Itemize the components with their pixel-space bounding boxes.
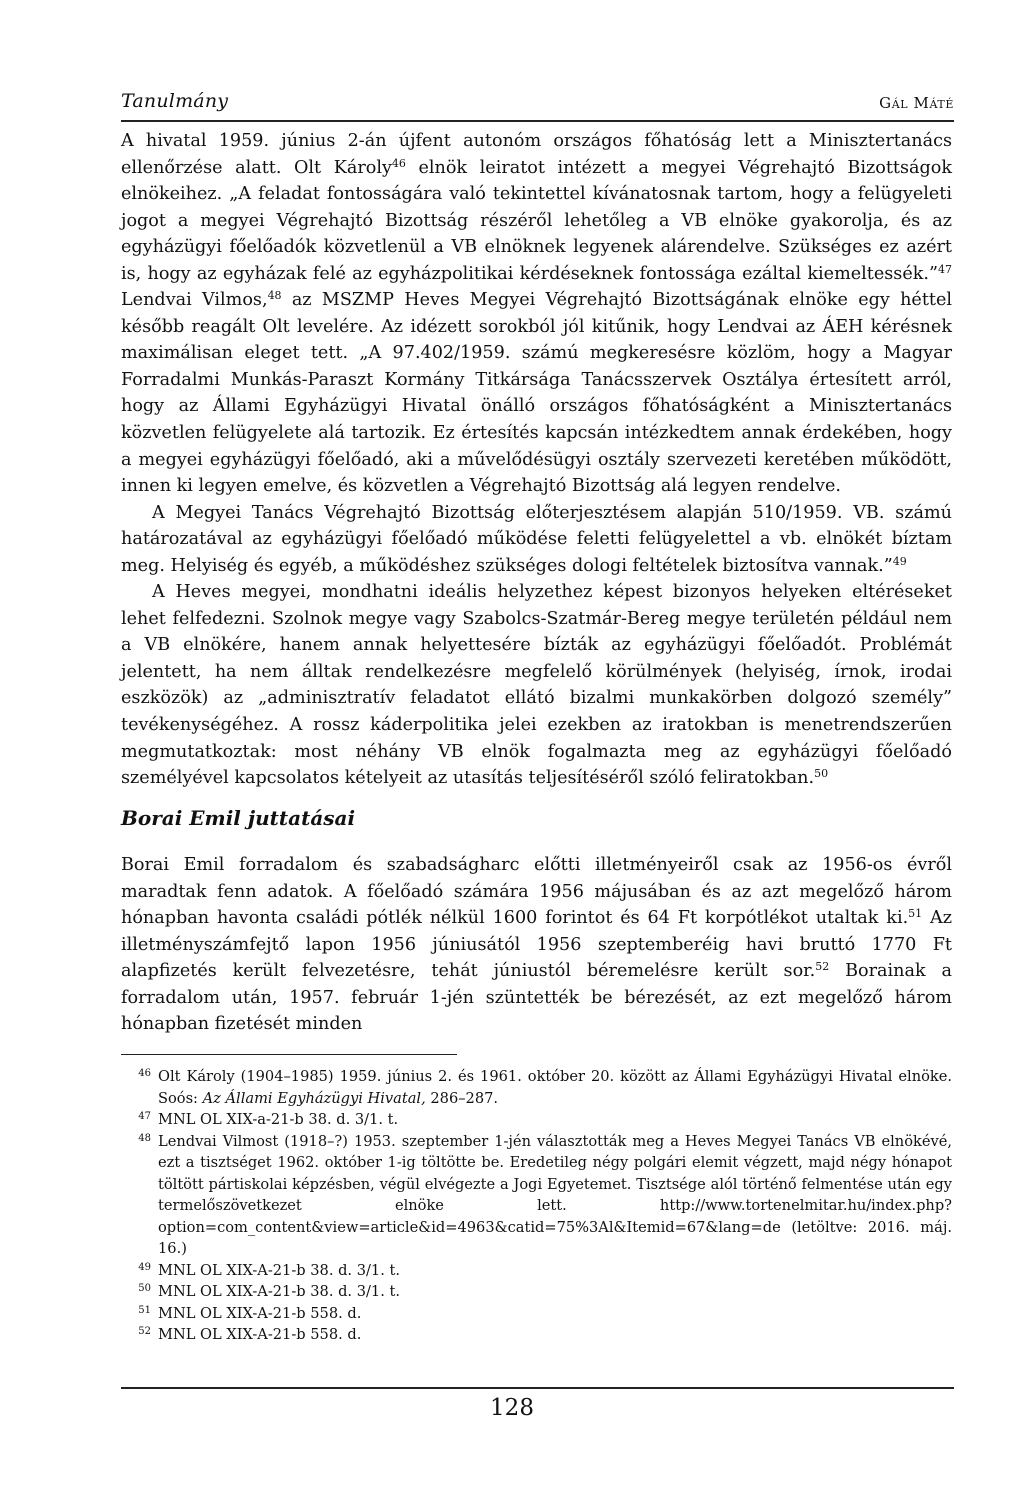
page-number: 128 xyxy=(490,1395,534,1421)
footnote-ref: 46 xyxy=(391,156,406,170)
footnote-number: 52 xyxy=(138,1326,151,1337)
section-borai-emil xyxy=(121,806,952,1038)
body-paragraph xyxy=(121,128,952,500)
text-run: elnök leiratot intézett a megyei Végrehajtó Bizottságok elnökeihez. „A feladat fontosságára való tekintettel kívánatosnak tartom, hogy a felügyeleti jogot a megyei Végrehajtó Bizottság részéről lehetőleg a VB elnöke gyakorolja, és az egyházügyi főelőadók közvetlenül a VB elnöknek legyenek alárendelve. Szükséges ez azért is, hogy az egyházak felé az egyházpolitikai kérdéseknek fontossága ezáltal kiemeltessék.” xyxy=(121,157,952,284)
text-run: Lendvai Vilmos, xyxy=(121,290,268,311)
section-heading: Borai Emil juttatásai xyxy=(121,806,356,830)
footnote xyxy=(121,1066,952,1109)
text-run: A Heves megyei, mondhatni ideális helyzethez képest bizonyos helyeken eltéréseket lehet felfedezni. Szolnok megye vagy Szabolcs-Szatmár-Bereg megye területén például nem a VB elnökére, hanem annak helyettesére bízták az egyházügyi főelőadót. Problémát jelentett, ha nem álltak rendelkezésre megfelelő körülmények (helyiség, írnok, irodai eszközök) az „adminisztratív feladatot ellátó bizalmi munkakörben dolgozó személy” tevékenységéhez. A rossz káderpolitika jelei ezekben az iratokban is menetrendszerűen megmutatkoztak: most néhány VB elnök fogalmazta meg az egyházügyi főelőadó személyével kapcsolatos kételyeit az utasítás teljesítéséről szóló feliratokban. xyxy=(121,582,952,789)
text-run: az MSZMP Heves Megyei Végrehajtó Bizottságának elnöke egy héttel később reagált Olt levelére. Az idézett sorokból jól kitűnik, hogy Lendvai az ÁEH kérésnek maximálisan eleget tett. „A 97.402/1959. számú megkeresésre közlöm, hogy a Magyar Forradalmi Munkás-Paraszt Kormány Titkársága Tanácsszervek Osztálya értesített arról, hogy az Állami Egyházügyi Hivatal önálló országos főhatóságként a Minisztertanács közvetlen felügyelete alá tartozik. Ez értesítés kapcsán intézkedtem annak érdekében, hogy a megyei egyházügyi főelőadó, aki a művelődésügyi osztály szervezeti keretében működött, innen ki legyen emelve, és közvetlen a Végrehajtó Bizottság alá legyen rendelve. xyxy=(121,290,952,497)
text-run: A Megyei Tanács Végrehajtó Bizottság előterjesztésem alapján 510/1959. VB. számú határozatával az egyházügyi főelőadó működése feletti felügyelettel a vb. elnökét bíztam meg. Helyiség és egyéb, a működéshez szükséges dologi feltételek biztosítva vannak.” xyxy=(121,502,952,576)
footnote-text: MNL OL XIX-A-21-b 558. d. xyxy=(158,1304,362,1322)
footnote xyxy=(121,1260,952,1282)
footnote-number: 47 xyxy=(138,1111,151,1122)
footnote xyxy=(121,1131,952,1260)
running-header xyxy=(121,90,954,122)
text-run: Borainak a forradalom után, 1957. február 1-jén szüntették be bérezését, az ezt megelőző három hónapban fizetését minden xyxy=(121,961,952,1035)
footnotes xyxy=(121,1066,952,1346)
footnote-text: MNL OL XIX-A-21-b 558. d. xyxy=(158,1326,362,1343)
footnote-text: Olt Károly (1904–1985) 1959. június 2. és 1961. október 20. között az Állami Egyházügyi Hivatal elnöke. Soós: xyxy=(158,1068,952,1107)
footnote-number: 46 xyxy=(138,1068,151,1079)
footnote xyxy=(121,1303,952,1325)
footnote-number: 48 xyxy=(138,1132,151,1144)
footnote-ref: 48 xyxy=(267,289,282,303)
footnote-text: MNL OL XIX-a-21-b 38. d. 3/1. t. xyxy=(158,1111,399,1128)
footnote-ref: 49 xyxy=(892,554,907,568)
footnote-text: MNL OL XIX-A-21-b 38. d. 3/1. t. xyxy=(158,1261,400,1279)
text-run: A hivatal 1959. június 2-án újfent autonóm országos főhatóság lett a Minisztertanács ellenőrzése alatt. Olt Károly xyxy=(121,131,952,178)
bottom-rule xyxy=(121,1387,954,1389)
footnote-number: 49 xyxy=(138,1261,151,1273)
footnote-ref: 47 xyxy=(938,262,952,276)
footnote-text: MNL OL XIX-A-21-b 38. d. 3/1. t. xyxy=(158,1283,400,1300)
header-author: Gál Máté xyxy=(879,94,954,112)
footnote-ref: 52 xyxy=(815,960,830,974)
footnote xyxy=(121,1109,952,1131)
footnote-number: 50 xyxy=(138,1283,151,1294)
footnote-separator xyxy=(121,1054,457,1055)
footnote xyxy=(121,1324,952,1346)
body-text xyxy=(121,128,952,792)
body-paragraph xyxy=(121,579,952,791)
section-paragraph xyxy=(121,852,952,1038)
footnote-ref: 50 xyxy=(814,767,829,781)
footnote xyxy=(121,1281,952,1303)
footnote-ref: 51 xyxy=(908,907,923,921)
footnote-text-tail: 286–287. xyxy=(425,1089,499,1107)
body-paragraph xyxy=(121,500,952,580)
footnote-text: Lendvai Vilmost (1918–?) 1953. szeptember 1-jén választották meg a Heves Megyei Tanács VB elnökévé, ezt a tisztséget 1962. október 1-ig töltötte be. Eredetileg négy polgári elemit végzett, majd négy hónapot töltött pártiskolai képzésben, végül elvégezte a Jogi Egyetemet. Tisztsége alól történő felmentése után egy termelőszövetkezet elnöke lett. http://www.tortenelmitar.hu/index.php?option=com_content&view=article&id=4963&catid=75%3Al&Itemid=67&lang=de (letöltve: 2016. máj. 16.) xyxy=(158,1132,952,1257)
footnote-citation-title: Az Állami Egyházügyi Hivatal, xyxy=(202,1089,426,1107)
footnote-number: 51 xyxy=(138,1304,151,1316)
text-run: Borai Emil forradalom és szabadságharc előtti illetményeiről csak az 1956-os évről maradtak fenn adatok. A főelőadó számára 1956 májusában és az azt megelőző három hónapban havonta családi pótlék nélkül 1600 forintot és 64 Ft korpótlékot utaltak ki. xyxy=(121,855,952,929)
header-section-title: Tanulmány xyxy=(121,90,229,112)
text-run: Az illetményszámfejtő lapon 1956 júniusától 1956 szeptemberéig havi bruttó 1770 Ft alapfizetés került felvezetésre, tehát júniustól béremelésre került sor. xyxy=(121,908,952,982)
